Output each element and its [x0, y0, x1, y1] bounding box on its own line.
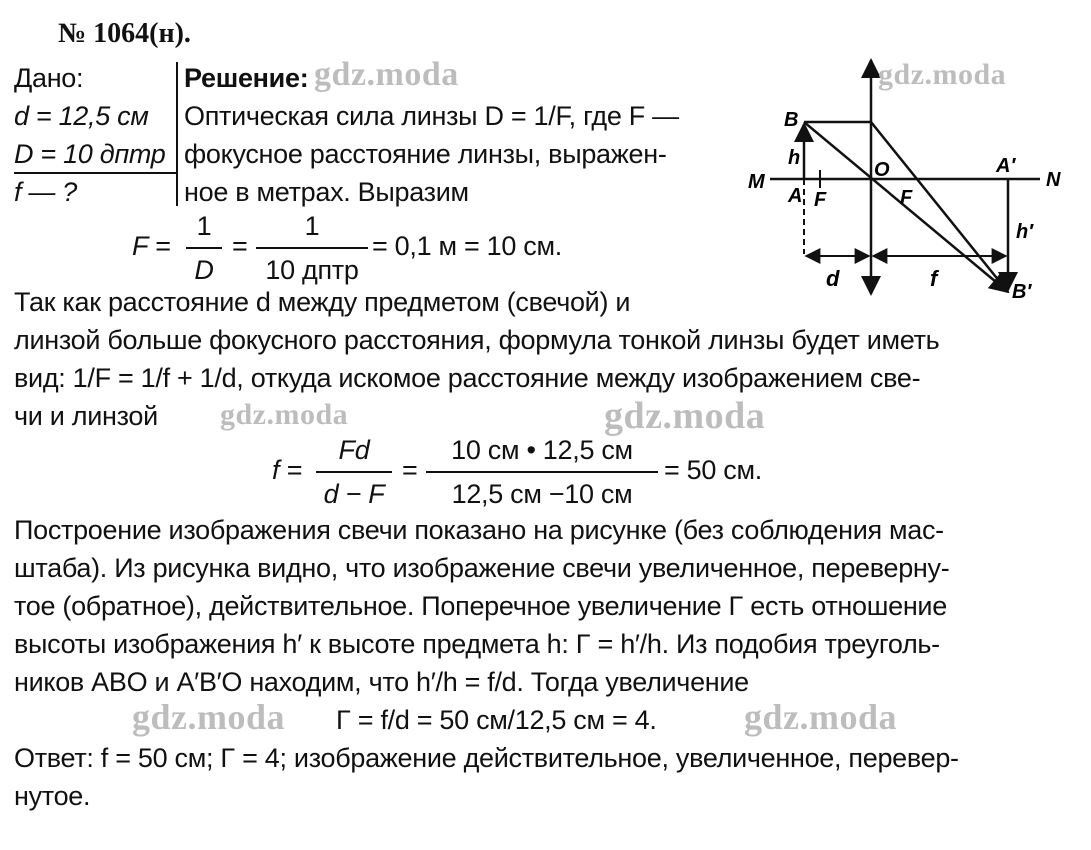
- formula2-den1: d − F: [323, 479, 385, 509]
- label-f: f: [930, 266, 938, 291]
- para3-line-3: тое (обратное), действительное. Поперечное увеличение Γ есть отношение: [14, 591, 947, 621]
- label-h-prime: h′: [1016, 221, 1034, 243]
- para2-line-3: вид: 1/F = 1/f + 1/d, откуда искомое расстояние между изображением све-: [14, 363, 921, 393]
- formula1-eq: =: [232, 231, 248, 261]
- label-d: d: [826, 266, 840, 291]
- given-label: Дано:: [14, 63, 84, 93]
- given-divider-horizontal: [14, 172, 176, 174]
- given-d: d = 12,5 см: [14, 101, 149, 131]
- formula1-rhs: = 0,1 м = 10 см.: [372, 231, 562, 261]
- formula1-fraction-2: [256, 208, 368, 288]
- given-find: f — ?: [14, 177, 78, 207]
- watermark: gdz.moda: [220, 398, 349, 431]
- solution-intro-line-1: Оптическая сила линзы D = 1/F, где F —: [184, 101, 679, 131]
- solution-label: Решение:: [184, 63, 309, 93]
- answer-line-1: Ответ: f = 50 см; Γ = 4; изображение действительное, увеличенное, перевер-: [14, 743, 959, 773]
- watermark: gdz.moda: [132, 697, 286, 737]
- solution-intro-line-2: фокусное расстояние линзы, выражен-: [184, 139, 667, 169]
- formula2-den2: 12,5 см −10 см: [451, 479, 633, 509]
- label-A-prime: A′: [996, 155, 1016, 177]
- formula1-lhs: F =: [132, 231, 171, 261]
- problem-number: № 1064(н).: [58, 18, 191, 49]
- watermark: gdz.moda: [878, 58, 1007, 91]
- label-B: B: [784, 109, 799, 131]
- formula1-num1: 1: [196, 211, 212, 241]
- formula2-eq: =: [402, 455, 418, 485]
- watermark: gdz.moda: [314, 56, 459, 93]
- label-O: O: [874, 159, 890, 181]
- label-M: M: [748, 171, 765, 193]
- watermark: gdz.moda: [744, 697, 898, 737]
- para3-line-1: Построение изображения свечи показано на рисунке (без соблюдения мас-: [14, 515, 944, 545]
- para3-line-4: высоты изображения h′ к высоте предмета h: Γ = h′/h. Из подобия треуголь-: [14, 629, 940, 659]
- formula2-fraction-1: [316, 432, 392, 512]
- label-F-right: F: [900, 187, 913, 209]
- fraction-bar: [256, 247, 368, 249]
- watermark: gdz.moda: [604, 395, 766, 437]
- formula1-den2: 10 дптр: [265, 255, 359, 285]
- label-F-left: F: [814, 189, 827, 211]
- para2-line-1: Так как расстояние d между предметом (свечой) и: [14, 287, 631, 317]
- label-h: h: [788, 147, 801, 169]
- fraction-bar: [186, 247, 222, 249]
- formula2-num1: Fd: [338, 435, 370, 465]
- para2-line-4: чи и линзой: [14, 401, 158, 431]
- formula1-den1: D: [194, 255, 214, 285]
- given-divider-vertical: [176, 62, 178, 206]
- formula2-lhs: f =: [272, 455, 302, 485]
- para3-line-5: ников ABO и A′B′O находим, что h′/h = f/d. Тогда увеличение: [14, 667, 749, 697]
- fraction-bar: [426, 471, 658, 473]
- label-N: N: [1046, 169, 1061, 191]
- para2-line-2: линзой больше фокусного расстояния, формула тонкой линзы будет иметь: [14, 325, 940, 355]
- label-B-prime: B′: [1012, 281, 1032, 303]
- formula2-fraction-2: [426, 432, 658, 512]
- fraction-bar: [316, 471, 392, 473]
- solution-intro-line-3: ное в метрах. Выразим: [184, 177, 469, 207]
- given-D: D = 10 дптр: [14, 139, 166, 169]
- answer-line-2: нутое.: [14, 781, 91, 811]
- formula2-rhs: = 50 см.: [664, 455, 762, 485]
- formula1-fraction-1: [186, 208, 222, 288]
- formula-magnification: Γ = f/d = 50 см/12,5 см = 4.: [336, 705, 657, 735]
- para3-line-2: штаба). Из рисунка видно, что изображение свечи увеличенное, переверну-: [14, 553, 950, 583]
- label-A: A: [788, 185, 803, 207]
- formula1-num2: 1: [304, 211, 320, 241]
- formula2-num2: 10 см • 12,5 см: [451, 435, 633, 465]
